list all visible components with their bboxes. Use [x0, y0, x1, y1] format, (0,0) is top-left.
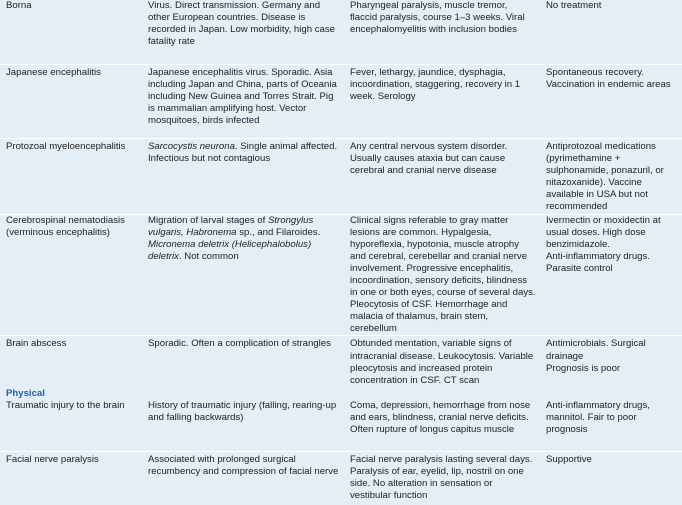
clinical-signs: Facial nerve paralysis lasting several days. Paralysis of ear, eyelid, lip, nostril on one side. No alteration in sensation or vestibular function: [350, 453, 533, 501]
treatment: [540, 336, 682, 388]
disease-name: Japanese encephalitis: [0, 64, 142, 138]
disease-name: Traumatic injury to the brain: [0, 400, 142, 451]
etiology: Associated with prolonged surgical recumbency and compression of facial nerve: [148, 453, 339, 477]
clinical-signs: Coma, depression, hemorrhage from nose and ears, blindness, cranial nerve deficits. Often rupture of longus capitus muscle: [344, 400, 540, 451]
section-row: [0, 388, 682, 400]
etiology: [142, 214, 344, 336]
table-row: [0, 451, 682, 505]
table-row: [0, 0, 682, 64]
table-row: [0, 336, 682, 388]
treatment-line: Prognosis is poor: [546, 362, 621, 374]
treatment-line: Ivermectin or moxidectin at usual doses. High dose benzimidazole.: [546, 214, 661, 250]
table-row: [0, 214, 682, 336]
etiology: Japanese encephalitis virus. Sporadic. Asia including Japan and China, parts of Oceania including New Guinea and Torres Strait. Pig is mammalian amplifying host. Vector mosquitoes, birds infected: [142, 64, 344, 138]
treatment-line: Antimicrobials. Surgical drainage: [546, 338, 646, 362]
etiology-text: sp., and Filaroides.: [236, 226, 321, 238]
treatment: Supportive: [546, 453, 592, 465]
section-heading: Physical: [6, 387, 45, 399]
disease-name: Facial nerve paralysis: [6, 453, 99, 465]
etiology: [142, 138, 344, 214]
clinical-signs: Clinical signs referable to gray matter lesions are common. Hypalgesia, hyporeflexia, hypotonia, muscle atrophy and cerebral, cerebellar and cranial nerve involvement. Progressive encephalitis, incoordination, sensory deficits, blindness in one or both eyes, course of several days. Pleocytosis of CSF. Hemorrhage and malacia of thalamus, brain stem, cerebellum: [344, 214, 540, 336]
disease-name: Protozoal myeloencephalitis: [0, 138, 142, 214]
clinical-signs: Fever, lethargy, jaundice, dysphagia, incoordination, staggering, recovery in 1 week. Serology: [344, 64, 540, 138]
etiology-text: . Single animal affected. Infectious but not contagious: [148, 140, 338, 164]
clinical-signs: Obtunded mentation, variable signs of intracranial disease. Leukocytosis. Variable pleocytosis and increased protein concentration in CSF. CT scan: [350, 338, 534, 386]
etiology-organism: Strongylus vulgaris, Habronema: [148, 214, 314, 238]
table-row: [0, 400, 682, 451]
treatment: Anti-inflammatory drugs, mannitol. Fair to poor prognosis: [540, 400, 682, 451]
clinical-signs: Any central nervous system disorder. Usually causes ataxia but can cause cerebral and cranial nerve disease: [344, 138, 540, 214]
treatment: [540, 214, 682, 336]
table-row: [0, 138, 682, 214]
etiology-text: Migration of larval stages of: [148, 214, 268, 226]
treatment-line: Anti-inflammatory drugs. Parasite control: [546, 250, 650, 274]
disease-name: Cerebrospinal nematodiasis (verminous encephalitis): [0, 214, 142, 336]
etiology-text: . Not common: [178, 250, 239, 262]
treatment: No treatment: [540, 0, 682, 64]
etiology-organism: Micronema deletrix (Helicephalobolus) deletrix: [148, 238, 312, 262]
clinical-signs: Pharyngeal paralysis, muscle tremor, flaccid paralysis, course 1–3 weeks. Viral encephalomyelitis with inclusion bodies: [344, 0, 540, 64]
treatment: Spontaneous recovery. Vaccination in endemic areas: [540, 64, 682, 138]
etiology: Sporadic. Often a complication of strangles: [148, 338, 331, 350]
etiology: History of traumatic injury (falling, rearing-up and falling backwards): [142, 400, 344, 451]
disease-name: Brain abscess: [6, 338, 67, 350]
etiology: Virus. Direct transmission. Germany and other European countries. Disease is recorded in Japan. Low morbidity, high case fatality rate: [142, 0, 344, 64]
etiology-organism: Sarcocystis neurona: [148, 140, 235, 152]
disease-name: Borna: [0, 0, 142, 64]
table-row: [0, 64, 682, 138]
treatment: Antiprotozoal medications (pyrimethamine + sulphonamide, ponazuril, or nitazoxanide). Vaccine available in USA but not recommended: [540, 138, 682, 214]
